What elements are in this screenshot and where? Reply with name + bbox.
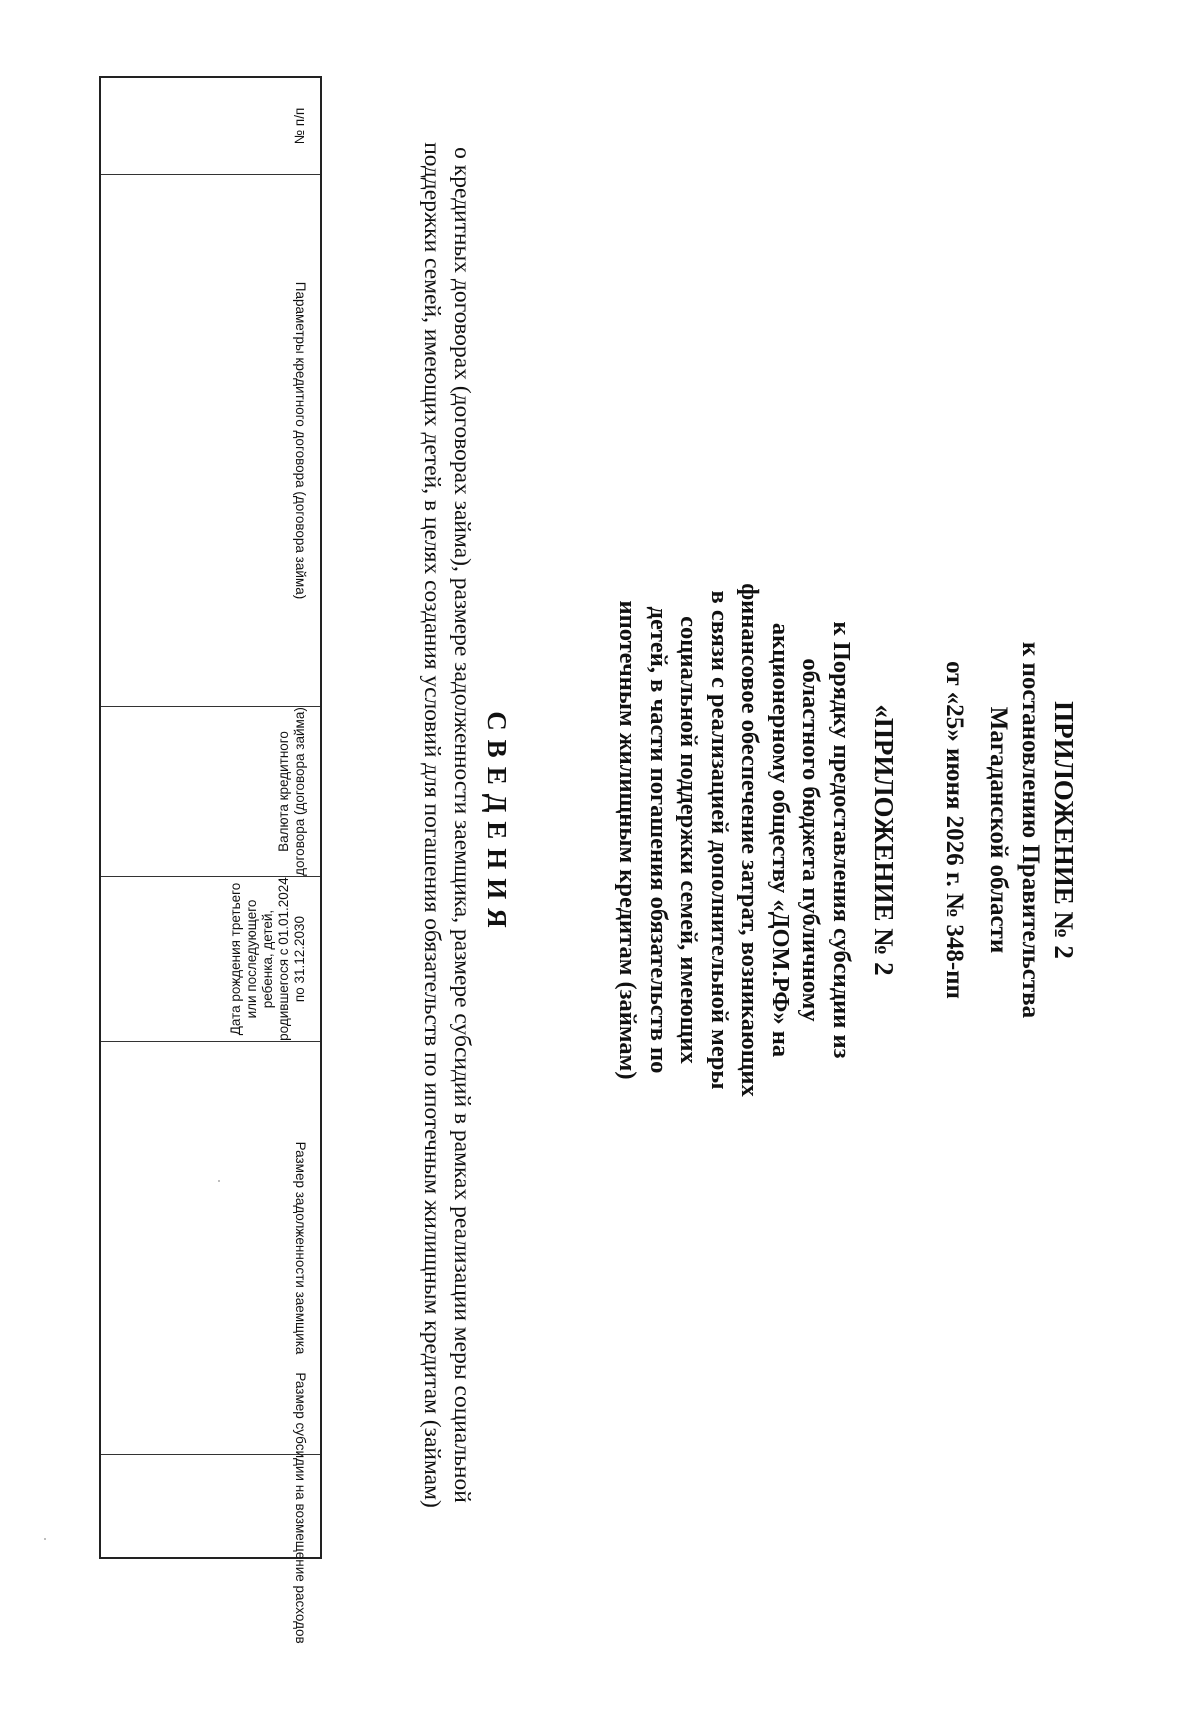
procedure-title: «ПРИЛОЖЕНИЕ № 2	[869, 704, 899, 976]
table-header-cell	[101, 1372, 320, 1644]
appendix-line-2: Магаданской области	[985, 706, 1012, 954]
appendix-line-1: к постановлению Правительства	[1017, 641, 1044, 1019]
information-description: о кредитных договорах (договорах займа), размере задолженности заемщика, размере субсидий в рамках реализации меры социальной поддержки семей, имеющих детей, в целях создания условий для погашения обязательств по ипотечным жилищным кредитам (займам)	[419, 142, 475, 1508]
procedure-header	[612, 580, 900, 1100]
scan-speck	[44, 1538, 46, 1540]
column-header-number: № п/п	[292, 107, 307, 145]
table-header-cell	[101, 78, 320, 174]
table-header-cell	[101, 1041, 320, 1454]
column-header-subsidy-size: Размер субсидии на возмещение расходов	[293, 1372, 308, 1644]
table-header-cell	[101, 174, 320, 706]
table-header-cell	[101, 876, 320, 1041]
scan-speck	[218, 1180, 220, 1182]
information-table	[99, 76, 322, 1644]
column-header-debt-size: Размер задолженности заемщика	[293, 1141, 308, 1355]
table-header-cell	[101, 706, 320, 876]
appendix-header	[938, 520, 1080, 1140]
information-title: СВЕДЕНИЯ	[482, 711, 512, 937]
column-header-currency: Валюта кредитного договора (договора займа)	[276, 707, 307, 876]
appendix-title: ПРИЛОЖЕНИЕ № 2	[1049, 701, 1079, 959]
column-header-child-birth-date: Дата рождения третьего или последующего ребенка, детей, родившегося с 01.01.2024 по 31.12.2030	[228, 877, 307, 1041]
appendix-date-line: от «25» июня 2026 г. № 348-пп	[941, 661, 968, 999]
column-header-loan-parameters: Параметры кредитного договора (договора займа)	[293, 281, 308, 600]
procedure-body: к Порядку предоставления субсидии из областного бюджета публичному акционерному обществу «ДОМ.РФ» на финансовое обеспечение затрат, возникающих в связи с реализацией дополнительной меры социальной поддержки семей, имеющих детей, в части погашения обязательств по ипотечным жилищным кредитам (займам)	[614, 583, 855, 1097]
